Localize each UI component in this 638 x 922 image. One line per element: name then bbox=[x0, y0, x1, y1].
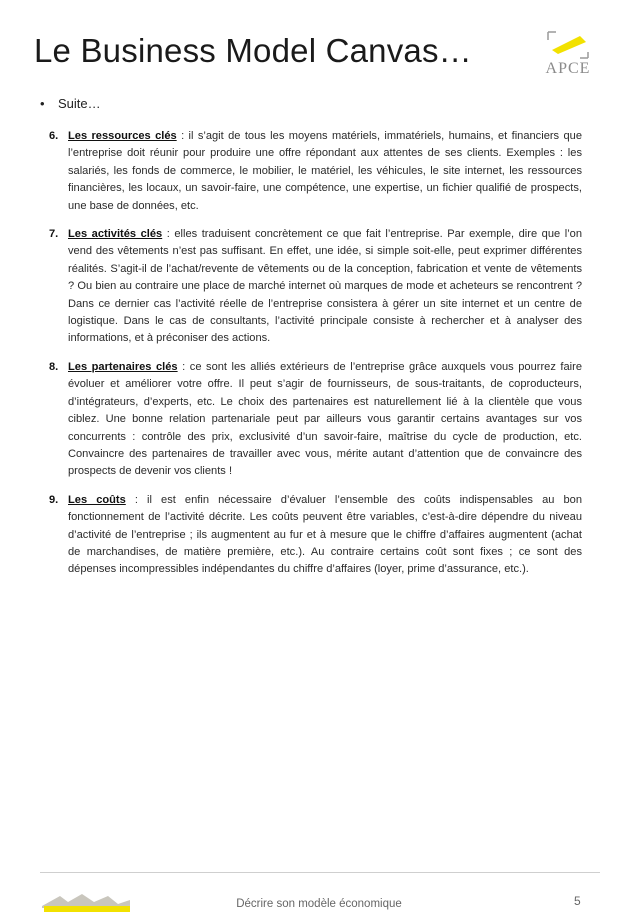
item-number: 6. bbox=[49, 130, 59, 142]
item-number: 9. bbox=[49, 493, 59, 506]
item-text: : il s’agit de tous les moyens matériels, immatériels, humains, et financiers que l’entreprise doit réunir pour produire une offre répondant aux attentes de ses clients. Exemples : les salariés, les fonds de commerce, le mobilier, le matériel, les véhicules, le site internet, les ressources financières, les locaux, un savoir-faire, une compétence, une expertise, un fichier qualifié de prospects, une base de données, etc. bbox=[68, 130, 582, 212]
list-item bbox=[34, 226, 582, 348]
logo-mark-icon bbox=[542, 28, 594, 60]
item-text: : il est enfin nécessaire d’évaluer l’ensemble des coûts indispensables au bon fonctionnement de l’activité décrite. Les coûts peuvent être variables, c’est-à-dire dépendre du niveau d’activité de l’entreprise ; ils augmentent au fur et à mesure que le chiffre d’affaires augmentent (achat de marchandises, de matière première, etc.). Au contraire certains coût sont fixes ; ce sont des dépenses incompressibles indépendantes du chiffre d’affaires (loyer, prime d’assurance, etc.). bbox=[68, 493, 582, 576]
item-term: Les activités clés bbox=[68, 228, 163, 241]
numbered-list bbox=[34, 128, 582, 590]
footer-text: Décrire son modèle économique bbox=[236, 898, 402, 910]
apce-logo bbox=[532, 28, 604, 80]
subtitle-text: Suite… bbox=[58, 96, 101, 111]
item-number: 7. bbox=[49, 228, 59, 241]
item-number: 8. bbox=[49, 360, 59, 373]
logo-text: APCE bbox=[545, 60, 591, 77]
item-text: : elles traduisent concrètement ce que fait l’entreprise. Par exemple, dire que l’on vend des vêtements n’est pas suffisant. En effet, une idée, si simple soit-elle, peut exprimer différentes réalités. S’agit-il de l’achat/revente de vêtements ou de la conception, fabrication et vente de vêtements ? Ou bien au contraire une place de marché internet où marques de mode et acheteurs se rencontrent ? Dans ce dernier cas l’activité réelle de l’entreprise consistera à gérer un site internet et un centre de logistique. Dans le cas de consultants, l’activité principale consiste à rechercher et à analyser des informations, et à préconiser des actions. bbox=[68, 228, 582, 345]
list-item bbox=[34, 492, 582, 579]
page-number: 5 bbox=[574, 894, 581, 908]
list-item bbox=[34, 128, 582, 215]
footer-divider bbox=[40, 872, 600, 873]
page-title: Le Business Model Canvas… bbox=[34, 32, 472, 69]
item-term: Les partenaires clés bbox=[68, 360, 178, 373]
item-term: Les ressources clés bbox=[68, 130, 177, 142]
item-text: : ce sont les alliés extérieurs de l’entreprise grâce auxquels vous pourrez faire évoluer et améliorer votre offre. Il peut s’agir de fournisseurs, de sous-traitants, de coproducteurs, d’intégrateurs, d’experts, etc. Le choix des partenaires est naturellement lié à la clientèle que vous ciblez. Une bonne relation partenariale peut par ailleurs vous garantir certains avantages sur vos concurrents : contrôle des prix, exclusivité d’un savoir-faire, maîtrise du cycle de production, etc. Convaincre des partenaires de travailler avec vous, mérite autant d’attention que de convaincre des prospects de devenir vos clients ! bbox=[68, 360, 582, 478]
subtitle-bullet bbox=[40, 96, 101, 111]
item-term: Les coûts bbox=[68, 493, 126, 506]
list-item bbox=[34, 359, 582, 481]
bullet-icon: • bbox=[40, 96, 45, 111]
